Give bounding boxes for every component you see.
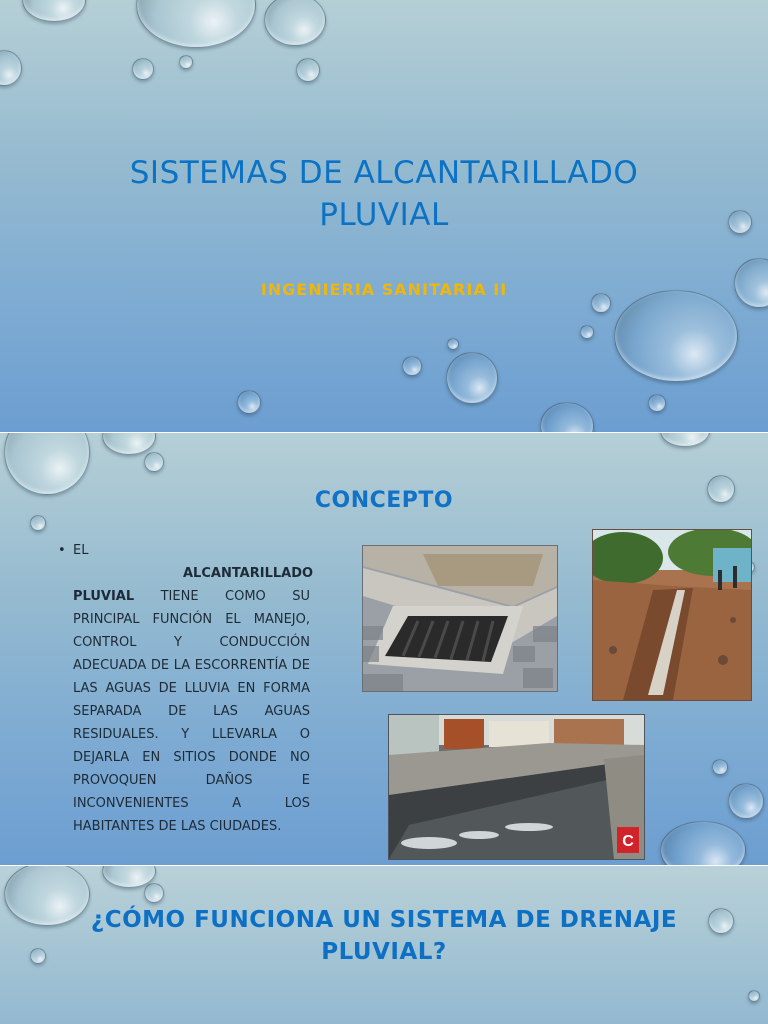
water-drop [144,883,164,903]
water-drop [734,258,768,308]
slide-how-it-works [0,866,768,1024]
water-drop [712,759,728,775]
bullet-lead: EL [73,543,89,558]
water-drop [446,352,498,404]
water-drop [102,433,156,455]
how-it-works-heading [70,904,698,968]
water-drop [402,356,422,376]
water-drop [264,0,326,46]
water-drop [30,515,46,531]
water-drop [30,948,46,964]
heading-line-1: ¿CÓMO FUNCIONA UN SISTEMA DE DRENAJE [90,907,678,933]
water-drop [660,433,710,447]
photo-flooded-channel [388,714,645,860]
slide-title-heading [84,152,684,236]
water-drop [648,394,666,412]
channel-photo-badge: C [622,833,634,850]
water-drop [540,402,594,432]
photo-pipe-trench [592,529,752,701]
water-drop [179,55,193,69]
concept-bullet [58,539,314,838]
water-drop [132,58,154,80]
heading-line-2: PLUVIAL? [321,939,447,965]
slide-subtitle: INGENIERIA SANITARIA II [260,280,508,299]
storm-drain-grate-illustration [363,546,557,691]
photo-storm-drain-grate [362,545,558,692]
water-drop [728,210,752,234]
water-drop [614,290,738,382]
water-drop [136,0,256,48]
water-drop [447,338,459,350]
bullet-body: TIENE COMO SU PRINCIPAL FUNCIÓN EL MANEJO, CONTROL Y CONDUCCIÓN ADECUADA DE LA ESCORRENTÍA DE LAS AGUAS DE LLUVIA EN FORMA SEPARADA DE LAS AGUAS RESIDUALES. Y LLEVARLA O DEJARLA EN SITIOS DONDE NO PROVOQUEN DAÑOS E INCONVENIENTES A LOS HABITANTES DE LAS CIUDADES. [73,589,310,834]
water-drop [748,990,760,1002]
title-line-1: SISTEMAS DE ALCANTARILLADO [129,155,639,191]
water-drop [660,821,746,865]
water-drop [296,58,320,82]
water-drop [237,390,261,414]
water-drop [708,908,734,934]
water-drop [22,0,86,22]
water-drop [144,452,164,472]
concept-heading: CONCEPTO [314,488,454,513]
slide-title [0,0,768,432]
water-drop [707,475,735,503]
pipe-trench-illustration [593,530,751,700]
bullet-bold-term: ALCANTARILLADO PLUVIAL [73,566,314,604]
title-line-2: PLUVIAL [319,197,449,233]
flooded-channel-illustration [389,715,644,859]
water-drop [580,325,594,339]
water-drop [4,433,90,495]
concept-bullet-list [58,539,314,838]
water-drop [728,783,764,819]
water-drop [0,50,22,86]
slide-concept [0,433,768,865]
